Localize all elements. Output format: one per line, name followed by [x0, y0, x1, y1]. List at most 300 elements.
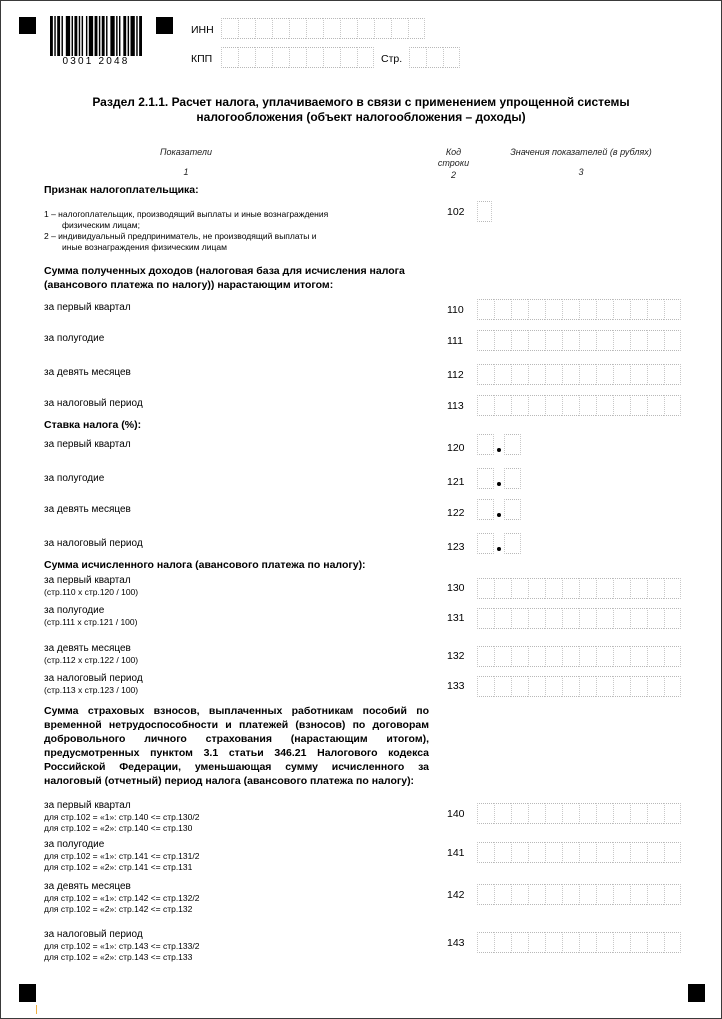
input-cell[interactable] [562, 578, 579, 599]
input-cell[interactable] [664, 330, 681, 351]
barcode-bar [128, 16, 129, 56]
input-cell[interactable] [630, 884, 647, 905]
input-cell[interactable] [545, 395, 562, 416]
input-cell[interactable] [579, 330, 596, 351]
input-cell[interactable] [647, 608, 664, 629]
input-cell[interactable] [477, 803, 494, 824]
input-cell[interactable] [477, 533, 494, 554]
input-cell[interactable] [477, 578, 494, 599]
input-cell[interactable] [409, 47, 426, 68]
kpp-label: КПП [191, 53, 213, 65]
input-cell[interactable] [613, 330, 630, 351]
input-cell[interactable] [630, 395, 647, 416]
input-cell[interactable] [528, 578, 545, 599]
taxpayer-sign-options [44, 209, 404, 253]
row-condition-1: для стр.102 = «1»: стр.141 <= стр.131/2 [44, 851, 200, 861]
text-cursor [36, 1005, 37, 1014]
input-cell[interactable] [596, 842, 613, 863]
input-cell[interactable] [528, 364, 545, 385]
input-cell[interactable] [579, 884, 596, 905]
input-cell[interactable] [545, 646, 562, 667]
input-cell[interactable] [443, 47, 460, 68]
input-cell[interactable] [340, 47, 357, 68]
row-condition-2: для стр.102 = «2»: стр.141 <= стр.131 [44, 862, 193, 872]
input-cell[interactable] [579, 932, 596, 953]
input-cell[interactable] [408, 18, 425, 39]
input-cell[interactable] [664, 608, 681, 629]
input-cell[interactable] [511, 608, 528, 629]
decimal-point [497, 513, 501, 517]
rate-row-label: за первый квартал [44, 439, 131, 450]
input-cell[interactable] [504, 468, 521, 489]
barcode-bar [50, 16, 53, 56]
input-cell[interactable] [596, 676, 613, 697]
input-cell[interactable] [596, 299, 613, 320]
input-cell[interactable] [528, 842, 545, 863]
row-formula: (стр.111 х стр.121 / 100) [44, 617, 138, 627]
inn-field[interactable] [221, 18, 425, 39]
barcode-bar [82, 16, 83, 56]
row-period: за налоговый период [44, 673, 143, 684]
input-cell[interactable] [477, 646, 494, 667]
calculated-row-label [44, 605, 137, 628]
rate-fraction-cell[interactable] [504, 468, 521, 489]
barcode-bar [66, 16, 70, 56]
line-code-130: 130 [447, 582, 465, 594]
input-cell[interactable] [630, 803, 647, 824]
input-cell[interactable] [511, 364, 528, 385]
input-cell[interactable] [579, 842, 596, 863]
input-cell[interactable] [545, 884, 562, 905]
row-formula: (стр.112 х стр.122 / 100) [44, 655, 139, 665]
barcode-bar [99, 16, 100, 56]
input-cell[interactable] [545, 330, 562, 351]
rate-integer-cell[interactable] [477, 434, 494, 455]
input-cell[interactable] [504, 499, 521, 520]
input-cell[interactable] [562, 842, 579, 863]
income-value-field-112[interactable] [477, 364, 681, 385]
input-cell[interactable] [477, 676, 494, 697]
input-cell[interactable] [477, 364, 494, 385]
input-cell[interactable] [528, 395, 545, 416]
input-cell[interactable] [647, 676, 664, 697]
input-cell[interactable] [323, 18, 340, 39]
input-cell[interactable] [613, 395, 630, 416]
input-cell[interactable] [613, 676, 630, 697]
input-cell[interactable] [545, 803, 562, 824]
rate-row-label: за налоговый период [44, 538, 143, 549]
column-header-indicators: Показатели [160, 147, 212, 157]
barcode-bar [72, 16, 73, 56]
barcode-bar [136, 16, 137, 56]
input-cell[interactable] [306, 47, 323, 68]
input-cell[interactable] [504, 533, 521, 554]
input-cell[interactable] [596, 932, 613, 953]
input-cell[interactable] [596, 608, 613, 629]
barcode-number: 0301 2048 [62, 56, 130, 67]
input-cell[interactable] [545, 299, 562, 320]
input-cell[interactable] [545, 676, 562, 697]
input-cell[interactable] [528, 299, 545, 320]
input-cell[interactable] [477, 499, 494, 520]
input-cell[interactable] [562, 330, 579, 351]
insurance-value-field-142[interactable] [477, 884, 681, 905]
input-cell[interactable] [238, 18, 255, 39]
input-cell[interactable] [511, 578, 528, 599]
input-cell[interactable] [664, 364, 681, 385]
input-cell[interactable] [647, 842, 664, 863]
input-cell[interactable] [494, 299, 511, 320]
input-cell[interactable] [562, 364, 579, 385]
row-period: за полугодие [44, 839, 105, 850]
income-row-label: за девять месяцев [44, 367, 131, 378]
input-cell[interactable] [664, 842, 681, 863]
input-cell[interactable] [494, 608, 511, 629]
input-cell[interactable] [528, 330, 545, 351]
input-cell[interactable] [494, 364, 511, 385]
income-row-label: за первый квартал [44, 302, 131, 313]
input-cell[interactable] [664, 676, 681, 697]
barcode-bar [54, 16, 55, 56]
line-code-143: 143 [447, 937, 465, 949]
input-cell[interactable] [528, 608, 545, 629]
barcode-bar [139, 16, 142, 56]
input-cell[interactable] [477, 468, 494, 489]
input-cell[interactable] [630, 842, 647, 863]
input-cell[interactable] [613, 364, 630, 385]
input-cell[interactable] [596, 803, 613, 824]
input-cell[interactable] [221, 47, 238, 68]
barcode-icon [50, 16, 142, 56]
input-cell[interactable] [630, 608, 647, 629]
rate-integer-cell[interactable] [477, 533, 494, 554]
barcode-bar [116, 16, 117, 56]
line-code-140: 140 [447, 808, 465, 820]
input-cell[interactable] [494, 676, 511, 697]
input-cell[interactable] [562, 884, 579, 905]
row-formula: (стр.113 х стр.123 / 100) [44, 685, 139, 695]
line-code-113: 113 [447, 400, 464, 412]
input-cell[interactable] [528, 932, 545, 953]
taxpayer-sign-title: Признак налогоплательщика: [44, 184, 199, 196]
input-cell[interactable] [579, 676, 596, 697]
line-code-122: 122 [447, 507, 465, 519]
taxpayer-sign-field[interactable] [477, 201, 492, 222]
input-cell[interactable] [511, 395, 528, 416]
input-cell[interactable] [494, 842, 511, 863]
input-cell[interactable] [494, 932, 511, 953]
section-title [41, 95, 681, 125]
input-cell[interactable] [511, 299, 528, 320]
section-title-line-2: налогообложения (объект налогообложения – доходы) [196, 110, 526, 124]
barcode-bar [102, 16, 105, 56]
insurance-value-field-143[interactable] [477, 932, 681, 953]
input-cell[interactable] [647, 932, 664, 953]
input-cell[interactable] [545, 364, 562, 385]
input-cell[interactable] [494, 578, 511, 599]
barcode-bar [131, 16, 135, 56]
input-cell[interactable] [613, 932, 630, 953]
input-cell[interactable] [477, 434, 494, 455]
input-cell[interactable] [579, 646, 596, 667]
input-cell[interactable] [477, 608, 494, 629]
input-cell[interactable] [511, 842, 528, 863]
line-code-120: 120 [447, 442, 465, 454]
barcode-bar [74, 16, 77, 56]
rate-value-field-121[interactable] [477, 468, 521, 489]
section-title-line-1: Раздел 2.1.1. Расчет налога, уплачиваемого в связи с применением упрощенной системы [92, 95, 630, 109]
input-cell[interactable] [596, 646, 613, 667]
income-row-label: за налоговый период [44, 398, 143, 409]
input-cell[interactable] [647, 299, 664, 320]
input-cell[interactable] [323, 47, 340, 68]
column-header-code-line-2: строки [437, 158, 470, 168]
input-cell[interactable] [596, 330, 613, 351]
barcode-bar [86, 16, 87, 56]
input-cell[interactable] [630, 330, 647, 351]
input-cell[interactable] [664, 884, 681, 905]
input-cell[interactable] [545, 578, 562, 599]
input-cell[interactable] [511, 803, 528, 824]
input-cell[interactable] [528, 646, 545, 667]
input-cell[interactable] [477, 299, 494, 320]
input-cell[interactable] [613, 646, 630, 667]
line-code-133: 133 [447, 680, 465, 692]
input-cell[interactable] [477, 842, 494, 863]
input-cell[interactable] [562, 608, 579, 629]
line-code-112: 112 [447, 369, 464, 381]
line-code-121: 121 [447, 476, 465, 488]
input-cell[interactable] [562, 932, 579, 953]
input-cell[interactable] [647, 395, 664, 416]
input-cell[interactable] [511, 330, 528, 351]
line-code-141: 141 [447, 847, 465, 859]
input-cell[interactable] [477, 395, 494, 416]
input-cell[interactable] [477, 884, 494, 905]
input-cell[interactable] [647, 884, 664, 905]
row-period: за полугодие [44, 605, 105, 616]
row-period: за первый квартал [44, 800, 131, 811]
input-cell[interactable] [647, 364, 664, 385]
input-cell[interactable] [630, 932, 647, 953]
input-cell[interactable] [579, 578, 596, 599]
input-cell[interactable] [630, 299, 647, 320]
income-row-label: за полугодие [44, 333, 105, 344]
row-formula: (стр.110 х стр.120 / 100) [44, 587, 139, 597]
input-cell[interactable] [494, 884, 511, 905]
input-cell[interactable] [596, 395, 613, 416]
input-cell[interactable] [630, 578, 647, 599]
input-cell[interactable] [630, 676, 647, 697]
barcode-bar [89, 16, 93, 56]
column-number-1: 1 [183, 167, 189, 177]
input-cell[interactable] [613, 578, 630, 599]
calculated-value-field-133[interactable] [477, 676, 681, 697]
rate-value-field-120[interactable] [477, 434, 521, 455]
inn-label: ИНН [191, 24, 214, 36]
input-cell[interactable] [528, 676, 545, 697]
calculated-row-label [44, 643, 138, 666]
input-cell[interactable] [664, 299, 681, 320]
input-cell[interactable] [579, 299, 596, 320]
input-cell[interactable] [562, 676, 579, 697]
calculated-tax-title: Сумма исчисленного налога (авансового платежа по налогу): [44, 559, 366, 571]
input-cell[interactable] [238, 47, 255, 68]
input-cell[interactable] [647, 646, 664, 667]
input-cell[interactable] [545, 608, 562, 629]
input-cell[interactable] [255, 18, 272, 39]
line-code-111: 111 [447, 335, 463, 347]
barcode-bar [95, 16, 98, 56]
input-cell[interactable] [494, 646, 511, 667]
page-number-field[interactable] [409, 47, 460, 68]
input-cell[interactable] [391, 18, 408, 39]
input-cell[interactable] [647, 330, 664, 351]
barcode-bar [57, 16, 60, 56]
column-header-values: Значения показателей (в рублях) [510, 147, 652, 157]
rate-value-field-123[interactable] [477, 533, 521, 554]
input-cell[interactable] [477, 330, 494, 351]
input-cell[interactable] [596, 364, 613, 385]
input-cell[interactable] [596, 578, 613, 599]
corner-marker-bottom-right [688, 984, 705, 1002]
input-cell[interactable] [664, 803, 681, 824]
income-value-field-113[interactable] [477, 395, 681, 416]
input-cell[interactable] [613, 299, 630, 320]
corner-marker-bottom-left [19, 984, 36, 1002]
input-cell[interactable] [511, 884, 528, 905]
input-cell[interactable] [511, 676, 528, 697]
input-cell[interactable] [664, 932, 681, 953]
column-header-code-line-1: Код [445, 147, 462, 157]
rate-integer-cell[interactable] [477, 468, 494, 489]
line-code-123: 123 [447, 541, 465, 553]
input-cell[interactable] [579, 608, 596, 629]
input-cell[interactable] [289, 47, 306, 68]
input-cell[interactable] [613, 884, 630, 905]
line-code-110: 110 [447, 304, 464, 316]
barcode-bar [79, 16, 80, 56]
rate-fraction-cell[interactable] [504, 434, 521, 455]
input-cell[interactable] [596, 884, 613, 905]
corner-marker-top-left [19, 17, 36, 34]
input-cell[interactable] [613, 842, 630, 863]
input-cell[interactable] [664, 578, 681, 599]
input-cell[interactable] [528, 884, 545, 905]
barcode-bar [62, 16, 63, 56]
row-condition-1: для стр.102 = «1»: стр.140 <= стр.130/2 [44, 812, 200, 822]
input-cell[interactable] [494, 803, 511, 824]
input-cell[interactable] [630, 646, 647, 667]
barcode-bar [119, 16, 120, 56]
page-number-label: Стр. [381, 53, 403, 65]
income-value-field-110[interactable] [477, 299, 681, 320]
decimal-point [497, 448, 501, 452]
input-cell[interactable] [562, 646, 579, 667]
row-condition-2: для стр.102 = «2»: стр.143 <= стр.133 [44, 952, 193, 962]
input-cell[interactable] [221, 18, 238, 39]
input-cell[interactable] [306, 18, 323, 39]
input-cell[interactable] [579, 395, 596, 416]
row-condition-1: для стр.102 = «1»: стр.142 <= стр.132/2 [44, 893, 200, 903]
input-cell[interactable] [272, 47, 289, 68]
income-title: Сумма полученных доходов (налоговая база для исчисления налога (авансового платежа по налогу)) нарастающим итогом: [44, 265, 405, 291]
input-cell[interactable] [664, 395, 681, 416]
line-code-102: 102 [447, 206, 465, 218]
input-cell[interactable] [357, 18, 374, 39]
input-cell[interactable] [494, 395, 511, 416]
input-cell[interactable] [647, 578, 664, 599]
decimal-point [497, 547, 501, 551]
insurance-value-field-141[interactable] [477, 842, 681, 863]
row-period: за налоговый период [44, 929, 143, 940]
input-cell[interactable] [664, 646, 681, 667]
rate-row-label: за девять месяцев [44, 504, 131, 515]
input-cell[interactable] [528, 803, 545, 824]
input-cell[interactable] [374, 18, 391, 39]
calculated-value-field-130[interactable] [477, 578, 681, 599]
input-cell[interactable] [545, 932, 562, 953]
rate-title: Ставка налога (%): [44, 419, 142, 431]
rate-fraction-cell[interactable] [504, 499, 521, 520]
insurance-row-label [44, 800, 199, 834]
calculated-value-field-131[interactable] [477, 608, 681, 629]
input-cell[interactable] [647, 803, 664, 824]
insurance-value-field-140[interactable] [477, 803, 681, 824]
input-cell[interactable] [511, 646, 528, 667]
input-cell[interactable] [426, 47, 443, 68]
insurance-row-label [44, 881, 199, 915]
input-cell[interactable] [272, 18, 289, 39]
barcode-bar [106, 16, 107, 56]
rate-fraction-cell[interactable] [504, 533, 521, 554]
rate-value-field-122[interactable] [477, 499, 521, 520]
insurance-title: Сумма страховых взносов, выплаченных работникам пособий по временной нетрудоспособности и платежей (взносов) по договорам добровольного личного страхования (нарастающим итогом), предусмотренных пунктом 3.1 статьи 346.21 Налогового кодекса Российской Федерации, уменьшающая сумму исчисленного за налоговый (отчетный) период налога (авансового платежа по налогу): [44, 705, 429, 787]
input-cell[interactable] [357, 47, 374, 68]
input-cell[interactable] [511, 932, 528, 953]
row-condition-2: для стр.102 = «2»: стр.142 <= стр.132 [44, 904, 193, 914]
kpp-field[interactable] [221, 47, 374, 68]
rate-integer-cell[interactable] [477, 499, 494, 520]
line-code-132: 132 [447, 650, 465, 662]
input-cell[interactable] [562, 299, 579, 320]
row-period: за первый квартал [44, 575, 131, 586]
input-cell[interactable] [289, 18, 306, 39]
input-cell[interactable] [494, 330, 511, 351]
row-period: за девять месяцев [44, 643, 131, 654]
calculated-row-label [44, 673, 143, 696]
income-value-field-111[interactable] [477, 330, 681, 351]
input-cell[interactable] [255, 47, 272, 68]
input-cell[interactable] [545, 842, 562, 863]
input-cell[interactable] [579, 364, 596, 385]
rate-row-label: за полугодие [44, 473, 105, 484]
row-period: за девять месяцев [44, 881, 131, 892]
input-cell[interactable] [504, 434, 521, 455]
calculated-value-field-132[interactable] [477, 646, 681, 667]
insurance-row-label [44, 839, 199, 873]
line-code-142: 142 [447, 889, 465, 901]
input-cell[interactable] [613, 803, 630, 824]
input-cell[interactable] [613, 608, 630, 629]
input-cell[interactable] [340, 18, 357, 39]
input-cell[interactable] [562, 803, 579, 824]
input-cell[interactable] [562, 395, 579, 416]
input-cell[interactable] [630, 364, 647, 385]
input-cell[interactable] [579, 803, 596, 824]
option-1: 1 – налогоплательщик, производящий выплаты и иные вознаграждения физическим лицам; [44, 209, 329, 230]
input-cell[interactable] [477, 932, 494, 953]
